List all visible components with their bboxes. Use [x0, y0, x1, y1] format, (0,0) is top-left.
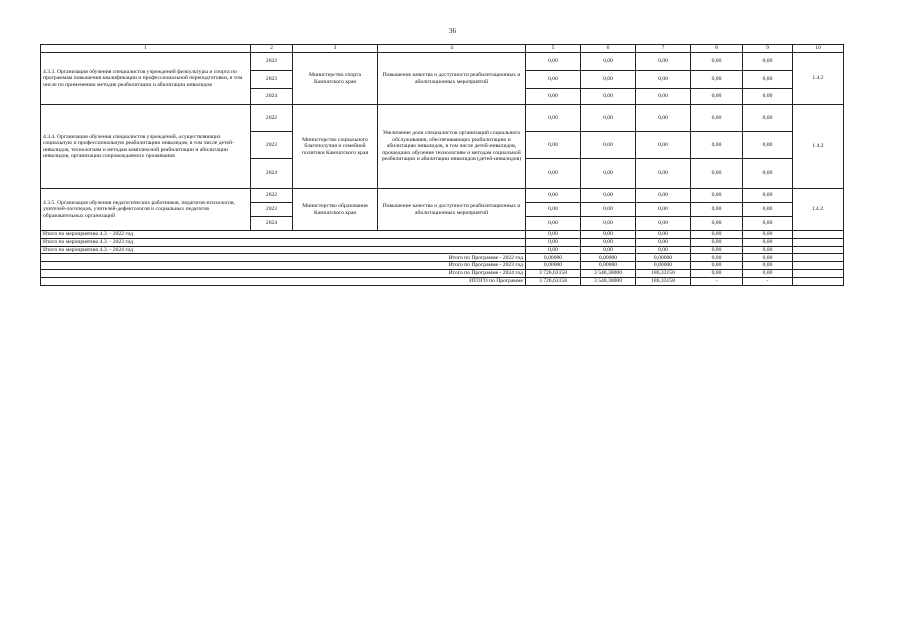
value-cell: 0,00 [743, 105, 793, 132]
value-cell: 0,00 [691, 269, 743, 277]
value-cell: 0,00000 [581, 254, 636, 262]
value-cell: 0,00 [636, 203, 691, 217]
value-cell: 0,00 [743, 53, 793, 71]
value-cell: 0,00 [526, 189, 581, 203]
program-table [40, 44, 844, 286]
column-header: 5 [526, 45, 581, 53]
value-cell: 0,00 [636, 217, 691, 231]
value-cell: 0,00 [743, 71, 793, 89]
indicator-ref: 1.4.2. [793, 189, 844, 231]
program-total-row [41, 254, 844, 262]
value-cell: 0,00 [743, 269, 793, 277]
year-cell: 2023 [251, 132, 293, 159]
empty-cell [793, 238, 844, 246]
value-cell: 0,00 [581, 89, 636, 105]
value-cell: 0,00 [743, 231, 793, 239]
value-cell: 0,00 [743, 217, 793, 231]
value-cell: 0,00 [743, 159, 793, 189]
value-cell: 3 540,30000 [581, 277, 636, 285]
value-cell: 0,00 [691, 246, 743, 254]
executor-cell: Министерство социального благополучия и семейной политики Камчатского края [293, 105, 378, 189]
value-cell: 0,00 [636, 238, 691, 246]
value-cell: 0,00 [581, 71, 636, 89]
value-cell: 0,00 [581, 238, 636, 246]
value-cell: 0,00 [691, 238, 743, 246]
value-cell: 0,00 [743, 238, 793, 246]
value-cell: 0,00 [526, 217, 581, 231]
value-cell: 0,00 [691, 159, 743, 189]
value-cell: 0,00 [526, 71, 581, 89]
value-cell: 0,00 [581, 189, 636, 203]
program-total-label: ИТОГО по Программе [41, 277, 526, 285]
value-cell: 0,00 [636, 71, 691, 89]
value-cell: 0,00 [691, 262, 743, 270]
value-cell: 0,00 [691, 71, 743, 89]
value-cell: 0,00 [636, 89, 691, 105]
value-cell: - [691, 277, 743, 285]
value-cell: 0,00 [743, 246, 793, 254]
result-cell: Повышение качества и доступности реабилитационных и абилитационных мероприятий [378, 189, 526, 231]
total-label: Итого по мероприятию 4.3. - 2023 год [41, 238, 526, 246]
column-header: 2 [251, 45, 293, 53]
value-cell: 0,00 [581, 159, 636, 189]
column-header: 3 [293, 45, 378, 53]
column-header: 7 [636, 45, 691, 53]
value-cell: 0,00 [691, 53, 743, 71]
year-cell: 2024 [251, 159, 293, 189]
value-cell: 0,00 [581, 217, 636, 231]
value-cell: 186,33158 [636, 269, 691, 277]
value-cell: 0,00 [743, 189, 793, 203]
table-row [41, 189, 844, 203]
year-cell: 2022 [251, 53, 293, 71]
value-cell: 0,00 [526, 203, 581, 217]
measure-description: 4.3.3. Организация обучения специалистов учреждений физкультуры и спорта по программам повышения квалификации и профессиональной переподготовки, в том числе по применению методик реабилитации и абилитации инвалидов [41, 53, 251, 105]
program-total-label: Итого по Программе - 2023 год [41, 262, 526, 270]
value-cell: 0,00 [636, 159, 691, 189]
column-header: 6 [581, 45, 636, 53]
empty-cell [793, 269, 844, 277]
value-cell: 0,00 [691, 203, 743, 217]
year-cell: 2024 [251, 217, 293, 231]
value-cell: 0,00 [636, 132, 691, 159]
value-cell: 0,00 [691, 105, 743, 132]
empty-cell [793, 254, 844, 262]
year-cell: 2024 [251, 89, 293, 105]
value-cell: 0,00 [691, 132, 743, 159]
result-cell: Повышение качества и доступности реабилитационных и абилитационных мероприятий [378, 53, 526, 105]
value-cell: 0,00 [743, 132, 793, 159]
value-cell: 3 726,63158 [526, 277, 581, 285]
measure-description: 4.3.5. Организация обучения педагогических работников, педагогов-психологов, учителей-логопедов, учителей-дефектологов и социальных педагогов образовательных организаций [41, 189, 251, 231]
value-cell: 0,00000 [526, 262, 581, 270]
page-number: 36 [449, 27, 456, 35]
total-row [41, 231, 844, 239]
value-cell: 0,00 [526, 231, 581, 239]
value-cell: 0,00 [636, 231, 691, 239]
value-cell: 0,00 [581, 246, 636, 254]
value-cell: 186,33158 [636, 277, 691, 285]
value-cell: 0,00 [691, 254, 743, 262]
value-cell: 0,00 [581, 132, 636, 159]
value-cell: 0,00 [691, 89, 743, 105]
year-cell: 2022 [251, 189, 293, 203]
empty-cell [793, 246, 844, 254]
column-header: 9 [743, 45, 793, 53]
column-header: 10 [793, 45, 844, 53]
executor-cell: Министерство спорта Камчатского края [293, 53, 378, 105]
year-cell: 2023 [251, 203, 293, 217]
value-cell: 0,00 [526, 53, 581, 71]
year-cell: 2023 [251, 71, 293, 89]
value-cell: 0,00 [636, 246, 691, 254]
value-cell: 0,00 [526, 246, 581, 254]
value-cell: 0,00 [526, 238, 581, 246]
table-row [41, 105, 844, 132]
empty-cell [793, 231, 844, 239]
empty-cell [793, 262, 844, 270]
column-header: 8 [691, 45, 743, 53]
program-total-label: Итого по Программе - 2024 год [41, 269, 526, 277]
column-header: 1 [41, 45, 251, 53]
program-total-row [41, 277, 844, 285]
value-cell: 3 540,30000 [581, 269, 636, 277]
empty-cell [793, 277, 844, 285]
program-total-row [41, 269, 844, 277]
value-cell: 0,00 [526, 159, 581, 189]
value-cell: 3 726,63158 [526, 269, 581, 277]
table-row [41, 53, 844, 71]
value-cell: 0,00 [743, 262, 793, 270]
value-cell: - [743, 277, 793, 285]
total-row [41, 246, 844, 254]
value-cell: 0,00 [526, 132, 581, 159]
value-cell: 0,00 [581, 105, 636, 132]
value-cell: 0,00 [526, 89, 581, 105]
indicator-ref: 1.4.2 [793, 105, 844, 189]
indicator-ref: 1.4.2 [793, 53, 844, 105]
total-row [41, 238, 844, 246]
value-cell: 0,00 [526, 105, 581, 132]
value-cell: 0,00 [581, 231, 636, 239]
value-cell: 0,00 [743, 203, 793, 217]
value-cell: 0,00 [636, 105, 691, 132]
value-cell: 0,00 [581, 53, 636, 71]
value-cell: 0,00 [691, 231, 743, 239]
program-total-row [41, 262, 844, 270]
value-cell: 0,00 [743, 89, 793, 105]
value-cell: 0,00000 [526, 254, 581, 262]
value-cell: 0,00 [636, 53, 691, 71]
year-cell: 2022 [251, 105, 293, 132]
value-cell: 0,00 [691, 189, 743, 203]
executor-cell: Министерство образования Камчатского края [293, 189, 378, 231]
total-label: Итого по мероприятию 4.3. - 2024 год [41, 246, 526, 254]
value-cell: 0,00 [743, 254, 793, 262]
value-cell: 0,00000 [636, 254, 691, 262]
result-cell: Увеличение доли специалистов организаций социального обслуживания, обеспечивающих реабилитацию и абилитацию инвалидов, в том числе детей-инвалидов, прошедших обучение технологиям и методам социальной реабилитации и абилитации инвалидов (детей-инвалидов) [378, 105, 526, 189]
value-cell: 0,00 [581, 203, 636, 217]
value-cell: 0,00000 [636, 262, 691, 270]
total-label: Итого по мероприятию 4.3. - 2022 год [41, 231, 526, 239]
column-header: 4 [378, 45, 526, 53]
program-total-label: Итого по Программе - 2022 год [41, 254, 526, 262]
header-row [41, 45, 844, 53]
value-cell: 0,00 [691, 217, 743, 231]
value-cell: 0,00000 [581, 262, 636, 270]
measure-description: 4.3.4. Организация обучения специалистов учреждений, осуществляющих социальную и профессиональную реабилитацию инвалидов, в том числе детей-инвалидов, технологиям и методам комплексной реабилитации и абилитации инвалидов, организации сопровождаемого проживания [41, 105, 251, 189]
value-cell: 0,00 [636, 189, 691, 203]
